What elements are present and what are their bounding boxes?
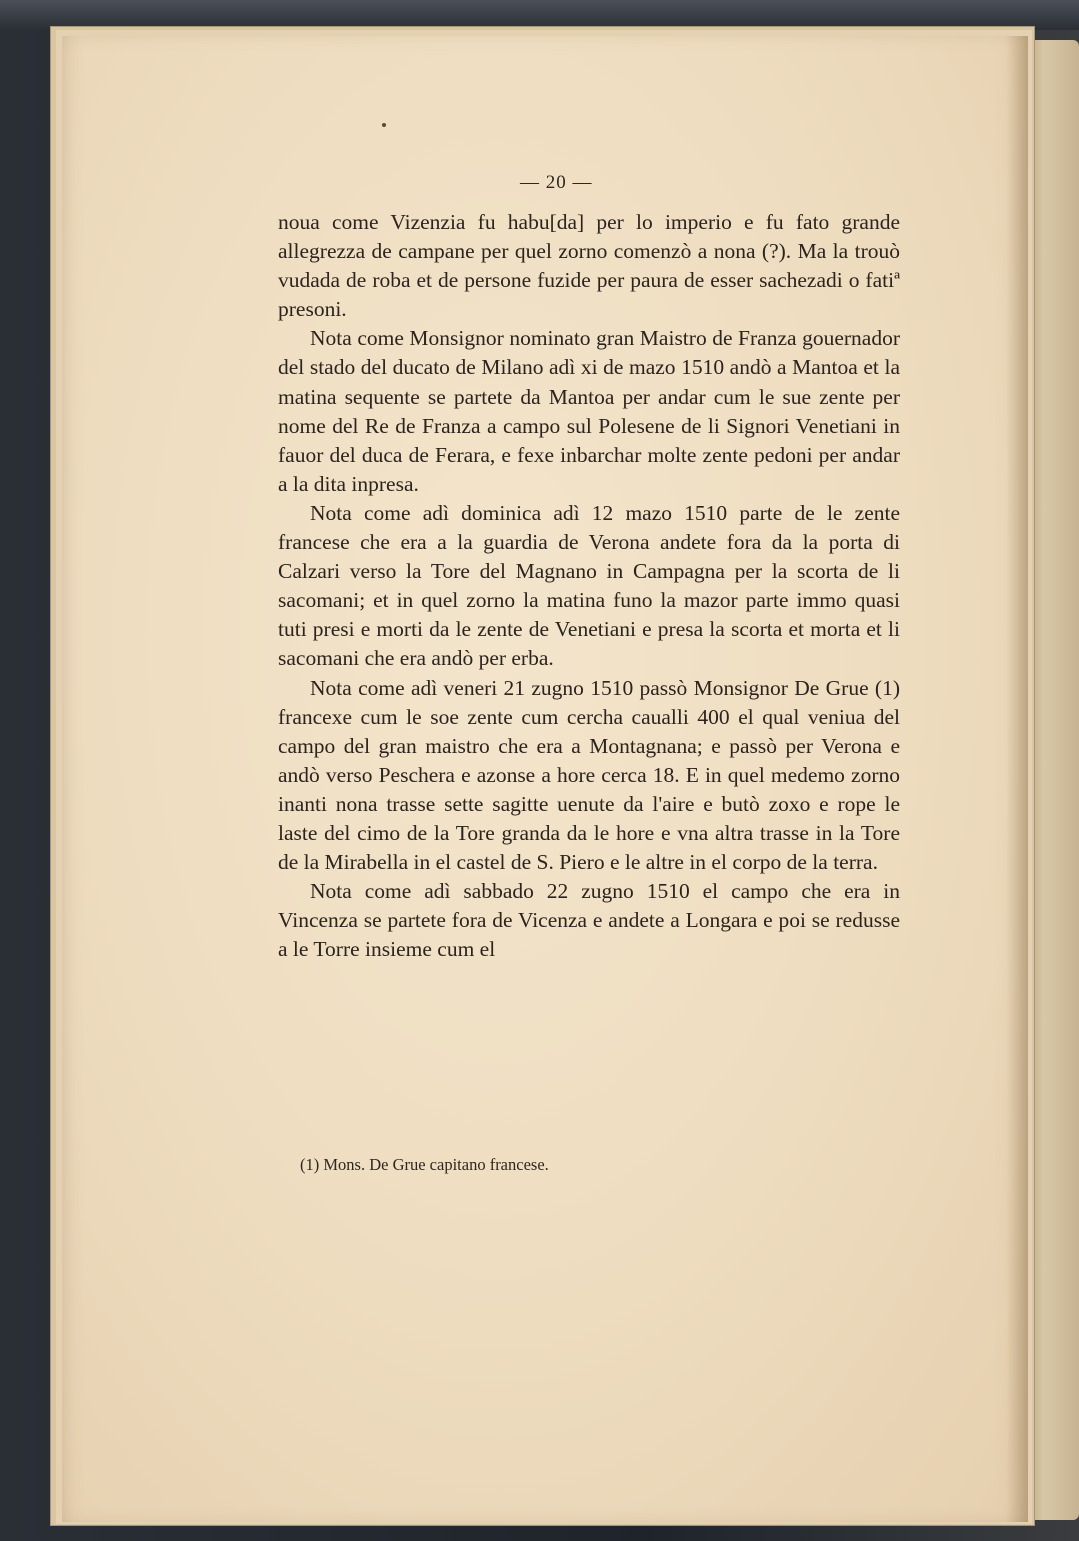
page-number: — 20 —	[520, 172, 593, 193]
paragraph-1: noua come Vizenzia fu habu[da] per lo imperio e fu fato grande allegrezza de campane per quel zorno comenzò a nona (?). Ma la trouò vudada de roba et de persone fuzide per paura de esser sachezadi o fatiª presoni.	[278, 210, 900, 322]
footnote: (1) Mons. De Grue capitano francese.	[300, 1155, 549, 1174]
ink-speck	[382, 123, 386, 127]
body-text	[278, 208, 900, 964]
paragraph-4: Nota come adì veneri 21 zugno 1510 passò Monsignor De Grue (1) francexe cum le soe zente cum cercha caualli 400 el qual veniua del campo del gran maistro che era a Montagnana; e passò per Verona e andò verso Peschera e azonse a hore cerca 18. E in quel medemo zorno inanti nona trasse sette sagitte uenute da l'aire e butò zoxo e rope le laste del cimo de la Tore granda da le hore e vna altra trasse in la Tore de la Mirabella in el castel de S. Piero e le altre in el corpo de la terra.	[278, 675, 900, 875]
paragraph-2: Nota come Monsignor nominato gran Maistro de Franza gouernador del stado del ducato de Milano adì xi de mazo 1510 andò a Mantoa et la matina sequente se partete da Mantoa per andar cum le sue zente per nome del Re de Franza a campo sul Polesene de li Signori Venetiani in fauor del duca de Ferara, e fexe inbarchar molte zente pedoni per andar a la dita inpresa.	[278, 326, 900, 496]
spine-shadow	[1006, 36, 1028, 1522]
paragraph-3: Nota come adì dominica adì 12 mazo 1510 parte de le zente francese che era a la guardia de Verona andete fora da la porta di Calzari verso la Tore del Magnano in Campagna per la scorta de li sacomani; et in quel zorno la matina funo la mazor parte immo quasi tuti presi e morti da le zente de Venetiani e presa la scorta et morta et li sacomani che era andò per erba.	[278, 500, 900, 671]
paragraph-5: Nota come adì sabbado 22 zugno 1510 el campo che era in Vincenza se partete fora de Vicenza e andete a Longara e poi se redusse a le Torre insieme cum el	[278, 879, 900, 962]
